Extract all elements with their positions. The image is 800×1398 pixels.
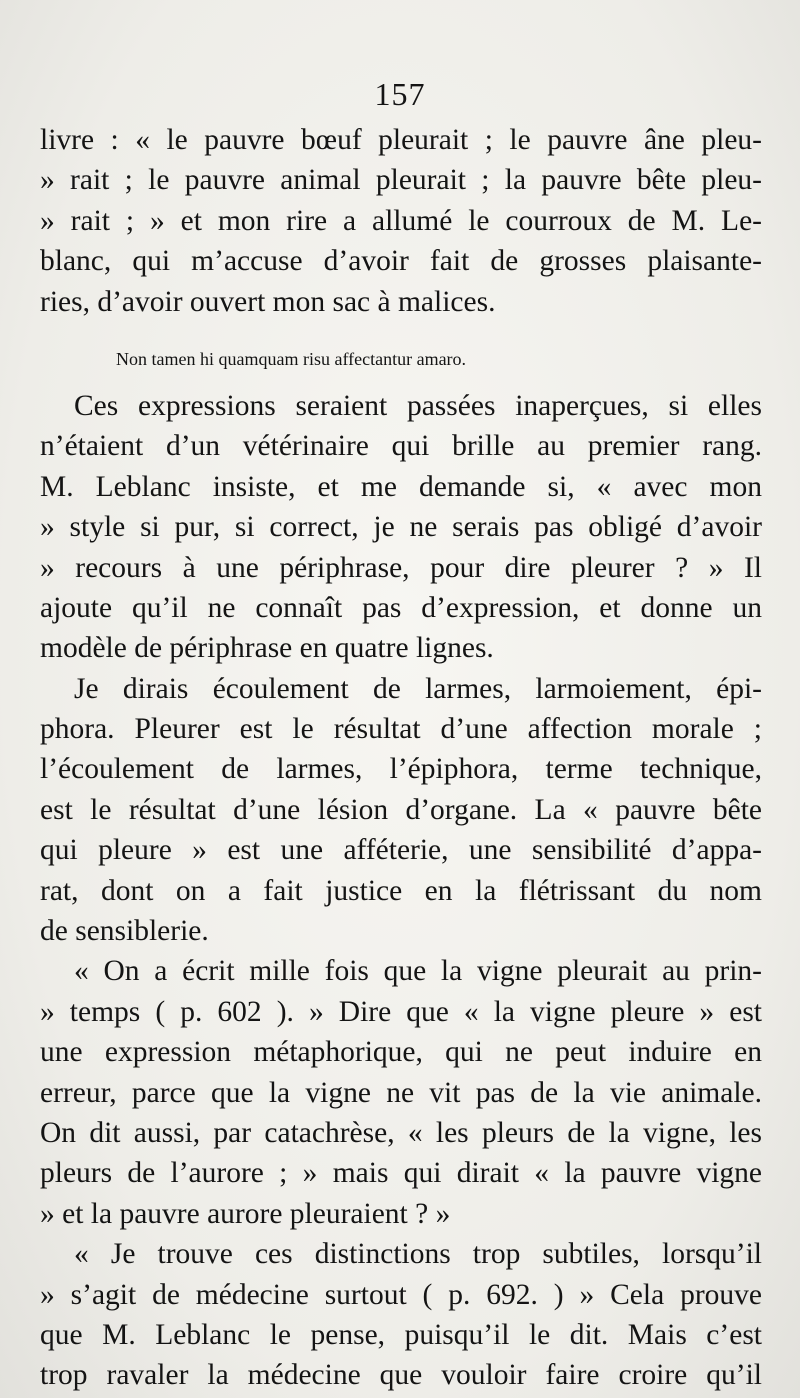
text-line: de sensiblerie. [40,915,209,948]
text-line: phora. Pleurer est le résultat d’une affection morale ; [40,713,762,746]
text-line: blanc, qui m’accuse d’avoir fait de grosses plaisante- [40,245,762,278]
text-line: On dit aussi, par catachrèse, « les pleurs de la vigne, les [40,1116,762,1149]
text-line: » rait ; » et mon rire a allumé le courroux de M. Le- [40,204,762,237]
latin-quotation: Non tamen hi quamquam risu affectantur amaro. [116,348,467,369]
paragraph-1 [40,120,762,322]
text-line: M. Leblanc insiste, et me demande si, « avec mon [40,470,762,503]
text-line: ajoute qu’il ne connaît pas d’expression, et donne un [40,591,762,624]
text-line: erreur, parce que la vigne ne vit pas de la vie animale. [40,1076,762,1109]
paragraph-5 [40,1234,762,1396]
text-line: Je dirais écoulement de larmes, larmoiement, épi- [74,672,762,705]
text-line: pleurs de l’aurore ; » mais qui dirait « la pauvre vigne [40,1157,762,1190]
text-line: que M. Leblanc le pense, puisqu’il le dit. Mais c’est [40,1318,762,1351]
text-line: » rait ; le pauvre animal pleurait ; la pauvre bête pleu- [40,164,762,197]
text-line: rat, dont on a fait justice en la flétrissant du nom [40,874,762,907]
page-text [40,120,762,1396]
text-line: l’écoulement de larmes, l’épiphora, terme technique, [40,753,762,786]
paragraph-4 [40,951,762,1234]
text-line: Ces expressions seraient passées inaperçues, si elles [74,389,762,422]
text-line: » recours à une périphrase, pour dire pleurer ? » Il [40,551,762,584]
text-line: ries, d’avoir ouvert mon sac à malices. [40,285,496,318]
text-line: » s’agit de médecine surtout ( p. 692. ) » Cela prouve [40,1278,762,1311]
text-line: une expression métaphorique, qui ne peut induire en [40,1036,762,1069]
text-line: « Je trouve ces distinctions trop subtiles, lorsqu’il [74,1238,762,1271]
paragraph-3 [40,669,762,952]
text-line: » style si pur, si correct, je ne serais pas obligé d’avoir [40,511,762,544]
text-line: modèle de périphrase en quatre lignes. [40,632,494,665]
text-line: trop ravaler la médecine que vouloir faire croire qu’il [40,1359,762,1392]
text-line: « On a écrit mille fois que la vigne pleurait au prin- [74,955,762,988]
text-line: qui pleure » est une afféterie, une sensibilité d’appa- [40,834,762,867]
page-number: 157 [374,76,426,112]
text-line: livre : « le pauvre bœuf pleurait ; le pauvre âne pleu- [40,124,762,156]
text-line: est le résultat d’une lésion d’organe. La « pauvre bête [40,793,762,826]
text-line: » et la pauvre aurore pleuraient ? » [40,1197,451,1230]
paragraph-2 [40,386,762,669]
text-line: n’étaient d’un vétérinaire qui brille au premier rang. [40,430,762,463]
text-line: » temps ( p. 602 ). » Dire que « la vigne pleure » est [40,995,762,1028]
